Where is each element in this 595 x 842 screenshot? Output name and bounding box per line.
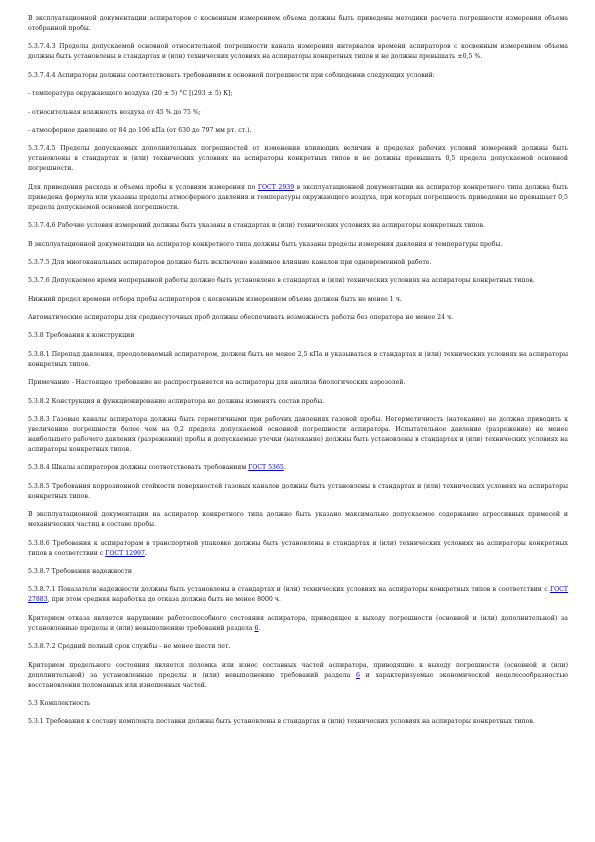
- paragraph-text: 5.3.8 Требования к конструкции: [28, 332, 135, 340]
- reference-link[interactable]: 6: [254, 624, 259, 632]
- paragraph-text-tail: , при этом средняя наработка до отказа должна быть не менее 8000 ч.: [47, 596, 281, 604]
- paragraph: [28, 126, 568, 136]
- paragraph: [28, 331, 568, 341]
- paragraph: [28, 240, 568, 250]
- paragraph-text-tail: в эксплуатационной документации на аспиратор конкретного типа должна быть приведена формула или указаны пределы атмосферного давления и температуры окружающего воздуха, при которых погрешность приведения не превышает 0,5 предела допускаемой основной погрешности.: [28, 183, 568, 211]
- paragraph-text: 5.3 Комплектность: [28, 699, 91, 707]
- paragraph-text-tail: .: [144, 549, 147, 557]
- reference-link[interactable]: ГОСТ 12997: [105, 549, 145, 557]
- paragraph: [28, 258, 568, 268]
- paragraph: [28, 144, 568, 174]
- reference-link[interactable]: ГОСТ 5365: [248, 464, 284, 472]
- paragraph: [28, 221, 568, 231]
- paragraph: [28, 89, 568, 99]
- paragraph: [28, 397, 568, 407]
- paragraph: [28, 661, 568, 691]
- reference-link[interactable]: 6: [355, 671, 360, 679]
- paragraph: [28, 183, 568, 213]
- paragraph-text: 5.3.8.2 Конструкция и функционирование аспиратора не должны изменять состав пробы.: [28, 397, 325, 405]
- paragraph: [28, 642, 568, 652]
- paragraph-text: 5.3.7.4.6 Рабочие условия измерений должны быть указаны в стандартах и (или) технических условиях на аспираторы конкретных типов.: [28, 222, 485, 230]
- paragraph: [28, 313, 568, 323]
- paragraph-text-tail: .: [258, 624, 261, 632]
- document-page: [28, 14, 568, 736]
- paragraph-text: 5.3.8.7.1 Показатели надежности должны быть установлены в стандартах и (или) технических условиях на аспираторы конкретных типов в соответствии с: [28, 586, 550, 594]
- paragraph-text-tail: и характеризуемые экономической нецелесообразностью восстановления поломанных или изношенных частей.: [28, 671, 568, 689]
- paragraph-text: 5.3.7.4.5 Пределы допускаемых дополнительных погрешностей от изменения влияющих величин в пределах рабочих условий измерений должны быть установлены в стандартах и (или) технических условиях на аспираторы конкретных типов и не должны превышать 0,5 предела допускаемой основной погрешности.: [28, 145, 568, 173]
- paragraph-text: В эксплуатационной документации на аспиратор конкретного типа должны быть указаны пределы измерения давления и температуры пробы.: [28, 240, 503, 248]
- paragraph: [28, 415, 568, 455]
- paragraph: [28, 482, 568, 502]
- paragraph-text: 5.3.7.5 Для многоканальных аспираторов должно быть исключено взаимное влияние каналов при одновременной работе.: [28, 258, 432, 266]
- reference-link[interactable]: ГОСТ 2939: [257, 183, 295, 191]
- paragraph: [28, 378, 568, 388]
- paragraph-text-tail: .: [283, 464, 286, 472]
- paragraph: [28, 463, 568, 473]
- paragraph-text: В эксплуатационной документации на аспиратор конкретного типа должно быть указано максимально допускаемое содержание агрессивных примесей и механических частиц в составе пробы.: [28, 511, 568, 529]
- reference-link[interactable]: ГОСТ 27883: [28, 586, 568, 604]
- paragraph-text: Примечание - Настоящее требование не распространяется на аспираторы для анализа биологических аэрозолей.: [28, 379, 406, 387]
- paragraph-text: 5.3.7.4.3 Пределы допускаемой основной относительной погрешности канала измерения интервалов времени аспираторов с косвенным измерением объема должны быть установлены в стандартах и (или) технических условиях на аспираторы конкретных типов и не должны превышать ±0,5 %.: [28, 43, 568, 61]
- paragraph-text: 5.3.8.5 Требования коррозионной стойкости поверхностей газовых каналов должны быть установлены в стандартах и (или) технических условиях на аспираторы конкретных типов.: [28, 482, 568, 500]
- paragraph-text: 5.3.7.6 Допускаемое время непрерывной работы должно быть установлено в стандартах и (или) технических условиях на аспираторы конкретных типов.: [28, 277, 535, 285]
- paragraph: [28, 71, 568, 81]
- paragraph-text: 5.3.8.1 Перепад давления, преодолеваемый аспиратором, должен быть не менее 2,5 кПа и указываться в стандартах и (или) технических условиях на аспираторы конкретных типов.: [28, 350, 568, 368]
- paragraph-text: 5.3.1 Требования к составу комплекта поставки должны быть установлены в стандартах и (или) технических условиях на аспираторы конкретных типов.: [28, 718, 535, 726]
- paragraph: [28, 14, 568, 34]
- paragraph: [28, 295, 568, 305]
- paragraph-text: - относительная влажность воздуха от 45 % до 75 %;: [28, 108, 201, 116]
- paragraph-text: 5.3.8.7 Требования надежности: [28, 567, 132, 575]
- paragraph-text: 5.3.8.6 Требования к аспираторам в транспортной упаковке должны быть установлены в стандартах и (или) технических условиях на аспираторы конкретных типов в соответствии с: [28, 539, 568, 557]
- paragraph: [28, 567, 568, 577]
- paragraph: [28, 585, 568, 605]
- paragraph: [28, 614, 568, 634]
- paragraph-text: Нижний предел времени отбора пробы аспираторов с косвенным измерением объема должен быть не менее 1 ч.: [28, 295, 402, 303]
- paragraph: [28, 42, 568, 62]
- paragraph-text: 5.3.8.4 Шкалы аспираторов должны соответствовать требованиям: [28, 464, 249, 472]
- paragraph: [28, 717, 568, 727]
- paragraph-text: Критерием отказа является нарушение работоспособного состояния аспиратора, приводящее к выходу погрешности (основной и (или) дополнительной) за установленные пределы и (или) невыполнению требований раздела: [28, 614, 568, 632]
- paragraph: [28, 276, 568, 286]
- paragraph-text: Автоматические аспираторы для среднесуточных проб должны обеспечивать возможность работы без оператора не менее 24 ч.: [28, 314, 454, 322]
- paragraph-text: Для приведения расхода и объема пробы к условиям измерения по: [28, 183, 258, 191]
- paragraph: [28, 699, 568, 709]
- paragraph-text: 5.3.8.3 Газовые каналы аспиратора должны быть герметичными при рабочих давлениях газовой пробы. Негерметичность (натекание) не должна приводить к увеличению погрешности более чем на 0,2 предела допускаемой основной погрешности аспиратора. Испытательное давление (разрежение) не менее наибольшего рабочего давления (разрежения) пробы и допускаемые утечки (натекание) должны быть установлены в стандартах и (или) технических условиях на аспираторы конкретных типов.: [28, 416, 568, 454]
- paragraph: [28, 510, 568, 530]
- paragraph-text: 5.3.7.4.4 Аспираторы должны соответствовать требованиям к основной погрешности при соблюдении следующих условий:: [28, 71, 435, 79]
- paragraph: [28, 350, 568, 370]
- paragraph-text: 5.3.8.7.2 Средний полный срок службы - не менее шести лет.: [28, 643, 231, 651]
- paragraph-text: Критерием предельного состояния является поломка или износ составных частей аспиратора, приводящие к выходу погрешности (основной и (или) дополнительной) за установленные пределы и (или) невыполнению требований раздела: [28, 661, 568, 679]
- paragraph: [28, 108, 568, 118]
- paragraph: [28, 539, 568, 559]
- paragraph-text: - температура окружающего воздуха (20 ± 5) °С [(293 ± 5) К];: [28, 90, 233, 98]
- paragraph-text: - атмосферное давление от 84 до 106 кПа (от 630 до 797 мм рт. ст.).: [28, 126, 252, 134]
- paragraph-text: В эксплуатационной документации аспираторов с косвенным измерением объема должны быть приведены методики расчета погрешности измерения объема отобранной пробы.: [28, 15, 568, 32]
